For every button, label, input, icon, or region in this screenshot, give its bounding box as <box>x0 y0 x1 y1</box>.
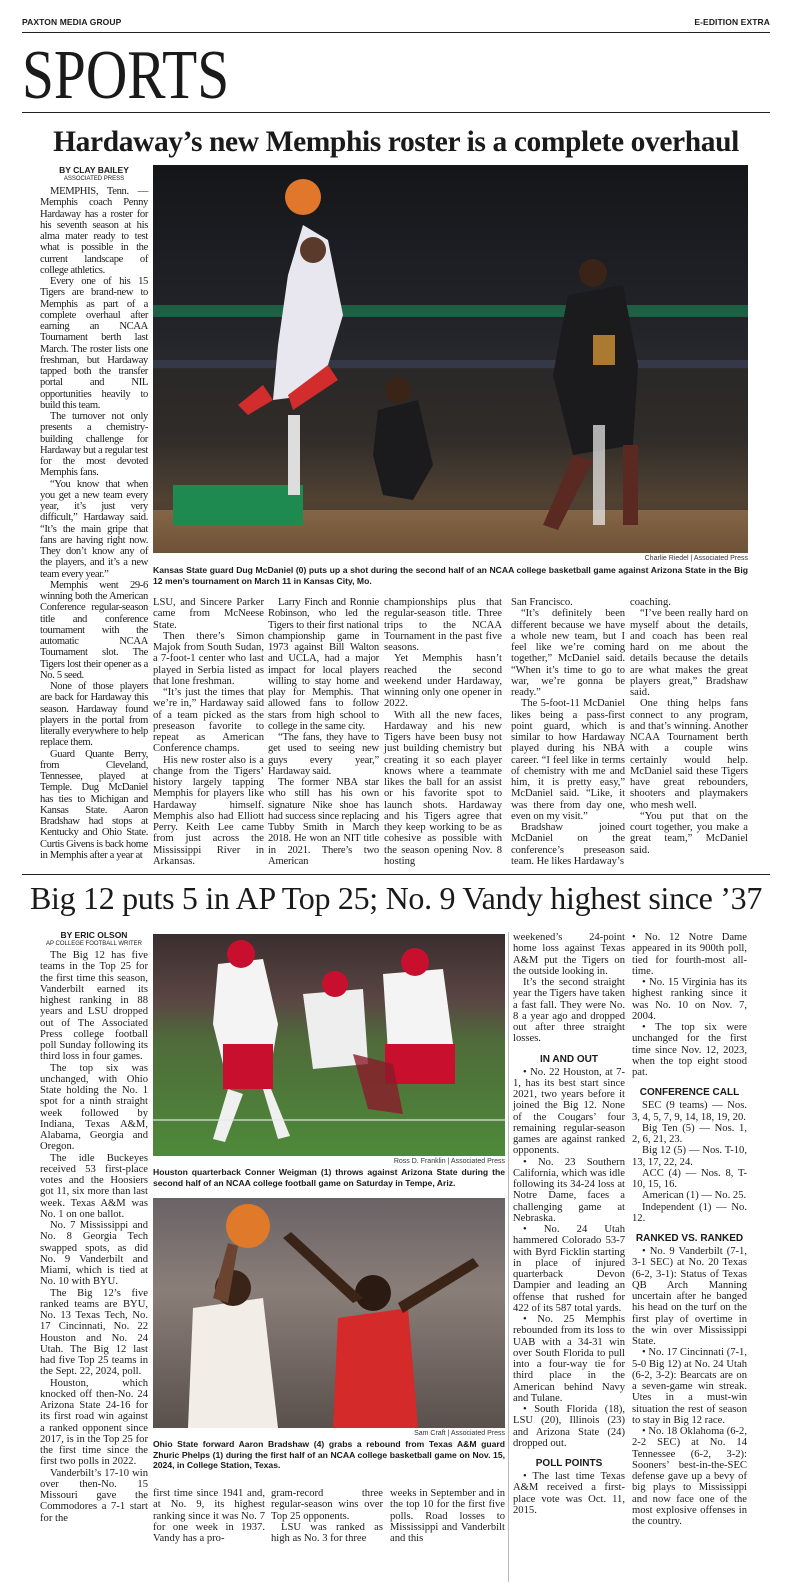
paragraph: Big Ten (5) — Nos. 1, 2, 6, 21, 23. <box>632 1122 747 1145</box>
paragraph: The turnover not only presents a chemistry-building challenge for Hardaway but a regular test for the most devoted Memphis fans. <box>40 411 148 479</box>
paragraph: “You know that when you get a new team every year, it’s just very difficult,” Hardaway said. “It’s the main gripe that fans are having right now. They don’t know any of the players, and it’s a new team every year.” <box>40 478 148 580</box>
story2-photo-2 <box>153 1198 505 1428</box>
paragraph: SEC (9 teams) — Nos. 3, 4, 5, 7, 9, 14, 18, 19, 20. <box>632 1100 747 1123</box>
story2-photo-1-credit: Ross D. Franklin | Associated Press <box>393 1158 505 1165</box>
story2-photo-1-caption: Houston quarterback Conner Weigman (1) throws against Arizona State during the second half of an NCAA college football game on Saturday in Tempe, Ariz. <box>153 1167 505 1188</box>
football-photo-illustration <box>153 934 505 1156</box>
basketball-photo-illustration <box>153 165 748 553</box>
subhead: POLL POINTS <box>535 1458 603 1469</box>
paragraph: • The top six were unchanged for the first time since Nov. 12, 2023, when the top eight stood pat. <box>632 1022 747 1078</box>
paragraph: Then there’s Simon Majok from South Sudan, a 7-foot-1 center who last played in Serbia listed as that lone freshman. <box>153 630 264 687</box>
paragraph: first time since 1941 and, at No. 9, its highest ranking since it was No. 7 for one week in 1937. Vandy has a pro- <box>153 1488 265 1544</box>
story2-photo-2-credit: Sam Craft | Associated Press <box>414 1430 505 1437</box>
paragraph: San Francisco. <box>511 597 573 608</box>
paragraph: • No. 23 Southern California, which was idle following its 34-24 loss at Notre Dame, faces a challenging game at Nebraska. <box>513 1156 625 1224</box>
paragraph: Houston, which knocked off then-No. 24 Arizona State 24-16 for its first road win against a ranked opponent since 2017, is in the Top 25 for the first time since the first two polls in 2022. <box>40 1377 148 1468</box>
paragraph: “It’s definitely been different because we have a whole new team, but I feel like we’re coming together,” McDaniel said. “When it’s time to go to war, we’re gonna be ready.” <box>511 608 625 698</box>
paragraph: One thing helps fans connect to any program, and that’s winning. Another NCAA Tournament berth with a couple wins certainly would help. McDaniel said these Tigers have great rebounders, shooters and playmakers who mesh well. <box>630 698 748 811</box>
byline-agency: AP COLLEGE FOOTBALL WRITER <box>45 941 143 947</box>
paragraph: Independent (1) — No. 12. <box>632 1201 747 1224</box>
story1-photo-caption: Kansas State guard Dug McDaniel (0) puts up a shot during the second half of an NCAA college basketball game against Arizona State in the Big 12 men’s tournament on March 11 in Kansas City, Mo. <box>153 565 748 586</box>
paragraph: The former NBA star who still has his own signature Nike shoe has had success since replacing Tubby Smith in March 2018. He won an NIT title in 2021. There’s two American <box>268 777 379 867</box>
paragraph: LSU, and Sincere Parker came from McNeese State. <box>153 597 264 631</box>
story1-column-3 <box>268 597 379 871</box>
paragraph: No. 7 Mississippi and No. 8 Georgia Tech swapped spots, as did No. 9 Vanderbilt and Miami, which is tied at No. 10 with BYU. <box>40 1220 148 1288</box>
paragraph: • No. 25 Memphis rebounded from its loss to UAB with a 34-31 win over South Florida to pull into a four-way tie for third place in the American behind Navy and Tulane. <box>513 1314 625 1404</box>
byline-agency: ASSOCIATED PRESS <box>63 176 125 182</box>
paragraph: The Big 12’s five ranked teams are BYU, No. 13 Texas Tech, No. 17 Cincinnati, No. 22 Houston and No. 24 Utah. The Big 12 last had five Top 25 teams in the Sept. 22, 2024, poll. <box>40 1287 148 1378</box>
paragraph: MEMPHIS, Tenn. — Memphis coach Penny Hardaway has a roster for his seventh season at his alma mater ready to test what is possible in the current landscape of college athletics. <box>40 186 148 276</box>
paragraph: “I’ve been really hard on myself about the details, and coach has been real hard on me about the details because the details are what makes the great players great,” Bradshaw said. <box>630 608 748 698</box>
paragraph: The top six was unchanged, with Ohio State holding the No. 1 spot for a ninth straight week followed by Indiana, Texas A&M, Alabama, Georgia and Oregon. <box>40 1062 148 1153</box>
byline-author: BY CLAY BAILEY <box>59 165 129 175</box>
paragraph: “It’s just the times that we’re in,” Hardaway said of a team picked as the preseason favorite to repeat as American Conference champs. <box>153 687 264 755</box>
paragraph: Memphis went 29-6 winning both the American Conference regular-season title and conference tournament with the automatic NCAA Tournament slot. The Tigers lost their opener as a No. 5 seed. <box>40 579 148 681</box>
paragraph: It’s the second straight year the Tigers have taken a fast fall. They were No. 8 a year ago and dropped out after three straight losses. <box>513 977 625 1045</box>
paragraph: The Big 12 has five teams in the Top 25 for the first time this season, Vanderbilt earned its highest ranking in 88 years and LSU dropped out of The Associated Press college football poll Sunday following its third loss in four games. <box>40 950 148 1063</box>
story1-column-2 <box>153 597 264 871</box>
paragraph: Bradshaw joined McDaniel on the conference’s preseason team. He likes Hardaway’s <box>511 822 625 867</box>
story2-headline: Big 12 puts 5 in AP Top 25; No. 9 Vandy highest since ’37 <box>29 880 763 916</box>
paragraph: Larry Finch and Ronnie Robinson, who led the Tigers to their first national championship game in 1973 against Bill Walton and UCLA, had a major impact for local players willing to stay home and play for Memphis. That allowed fans to follow stars from high school to college in the same city. <box>268 597 379 732</box>
paragraph: • South Florida (18), LSU (20), Illinois (23) and Arizona State (24) dropped out. <box>513 1404 625 1449</box>
paragraph: weekened’s 24-point home loss against Texas A&M put the Tigers on the outside looking in. <box>513 932 625 977</box>
paragraph: Guard Quante Berry, from Cleveland, Tennessee, played at Temple. Dug McDaniel has ties to Michigan and Kansas State. Aaron Bradshaw had stops at Kentucky and Ohio State. Curtis Givens is back home in Memphis after a year at <box>40 748 149 861</box>
story2-byline <box>39 930 149 948</box>
story2-column-3 <box>271 1488 383 1580</box>
story2-column-5 <box>513 932 625 1580</box>
paragraph: “The fans, they have to get used to seeing new guys every year,” Hardaway said. <box>268 732 379 777</box>
paragraph: • No. 18 Oklahoma (6-2, 2-2 SEC) at No. 14 Tennessee (6-2, 3-2): Sooners’ best-in-the-SEC defense gave up a bevy of big plays to Mississippi and now face one of the most explosive offenses in the country. <box>632 1426 747 1527</box>
paragraph: None of those players are back for Hardaway this season. Hardaway found players in the portal from literally everywhere to help replace them. <box>40 681 148 749</box>
story2-column-6 <box>632 932 747 1580</box>
paragraph: championships plus that regular-season title. Three trips to the NCAA Tournament in the past five seasons. <box>384 597 502 653</box>
section-divider <box>22 112 770 113</box>
paragraph: Yet Memphis hasn’t reached the second weekend under Hardaway, winning only one opener in 2022. <box>384 653 502 710</box>
paragraph: weeks in September and in the top 10 for the first five polls. Road losses to Mississippi and Vanderbilt and this <box>390 1488 505 1544</box>
paragraph: The 5-foot-11 McDaniel likes being a pass-first point guard, which is similar to how Hardaway played during his NBA career. “I feel like in terms of chemistry with me and him, it is pretty easy,” McDaniel said. “Like, it was there from day one, even on my visit.” <box>511 698 625 822</box>
story1-headline-row <box>22 124 770 160</box>
story1-byline <box>39 165 149 183</box>
column-rule <box>508 932 509 1582</box>
basketball-icon <box>285 179 321 215</box>
paragraph: “You put that on the court together, you make a great team,” McDaniel said. <box>630 810 748 856</box>
paragraph: gram-record three regular-season wins over Top 25 opponents. <box>271 1488 383 1522</box>
paragraph: • No. 24 Utah hammered Colorado 53-7 with Byrd Ficklin starting in place of injured quarterback Devon Dampier and leading an offense that rushed for 422 of its 587 total yards. <box>513 1224 625 1314</box>
paragraph: • No. 12 Notre Dame appeared in its 900th poll, tied for fourth-most all-time. <box>632 932 747 977</box>
publisher-name: PAXTON MEDIA GROUP <box>22 17 122 27</box>
basketball-rebound-photo-illustration <box>153 1198 505 1428</box>
paragraph: • The last time Texas A&M received a first-place vote was Oct. 11, 2015. <box>513 1471 625 1516</box>
paragraph: His new roster also is a change from the Tigers’ history largely tapping Memphis for players like Hardaway himself. Memphis also had Elliott Perry. Keith Lee came from just across the Mississippi River in Arkansas. <box>153 754 264 867</box>
story1-column-5 <box>511 597 625 871</box>
story1-column-4 <box>384 597 502 871</box>
story2-headline-row <box>22 878 770 918</box>
story1-photo <box>153 165 748 553</box>
edition-label: E-EDITION EXTRA <box>694 17 770 27</box>
paragraph: Every one of his 15 Tigers are brand-new to Memphis as part of a complete overhaul after earning an NCAA Tournament berth last March. The roster lists one freshman, but Hardaway tapped both the transfer portal and NIL opportunities heavily to build this team. <box>40 276 148 411</box>
story-divider <box>22 874 770 875</box>
story1-headline: Hardaway’s new Memphis roster is a complete overhaul <box>53 126 739 158</box>
story2-photo-1 <box>153 934 505 1156</box>
masthead-bar <box>22 17 770 33</box>
paragraph: The idle Buckeyes received 53 first-place votes and the Hoosiers got 11, six more than last week. Texas A&M was No. 1 on one ballot. <box>40 1152 148 1220</box>
paragraph: • No. 17 Cincinnati (7-1, 5-0 Big 12) at No. 24 Utah (6-2, 3-2): Bearcats are on a seven-game win streak. Utes in a must-win situation the rest of season to stay in Big 12 race. <box>632 1347 747 1426</box>
paragraph: coaching. <box>630 597 671 608</box>
basketball-icon <box>226 1204 270 1248</box>
subhead: RANKED VS. RANKED <box>635 1233 744 1244</box>
story2-column-4 <box>390 1488 505 1580</box>
story2-column-2 <box>153 1488 265 1580</box>
paragraph: With all the new faces, Hardaway and his new Tigers have been busy not just building chemistry but creating it so each player knows where a teammate likes the ball for an assist or his favorite spot to launch shots. Hardaway and his Tigers agree that they keep working to be as cohesive as possible with the season opening Nov. 8 hosting <box>384 709 502 867</box>
paragraph: • No. 22 Houston, at 7-1, has its best start since 2021, two years before it joined the Big 12. None of the Cougars’ four remaining regular-season games are against ranked opponents. <box>513 1066 625 1157</box>
subhead: CONFERENCE CALL <box>639 1087 740 1099</box>
section-title: SPORTS <box>22 37 230 114</box>
paragraph: ACC (4) — Nos. 8, T-10, 15, 16. <box>632 1167 747 1190</box>
paragraph: Vanderbilt’s 17-10 win over then-No. 15 Missouri gave the Commodores a 7-1 start for the <box>40 1467 148 1524</box>
paragraph: • No. 15 Virginia has its highest ranking since it was No. 10 on Nov. 7, 2004. <box>632 977 747 1022</box>
paragraph: LSU was ranked as high as No. 3 for three <box>271 1521 383 1544</box>
story1-column-6 <box>630 597 748 871</box>
paragraph: • No. 9 Vanderbilt (7-1, 3-1 SEC) at No. 20 Texas (6-2, 3-1): Status of Texas QB Arch Manning uncertain after he banged his head on the turf on the first play of overtime in the win over Mississippi State. <box>632 1246 747 1347</box>
story2-column-1 <box>40 950 148 1580</box>
paragraph: Big 12 (5) — Nos. T-10, 13, 17, 22, 24. <box>632 1145 747 1168</box>
story2-photo-2-caption: Ohio State forward Aaron Bradshaw (4) grabs a rebound from Texas A&M guard Zhuric Phelps (1) during the first half of an NCAA college basketball game on Nov. 15, 2024, in College Station, Texas. <box>153 1439 505 1470</box>
story1-photo-credit: Charlie Riedel | Associated Press <box>644 555 748 562</box>
story1-column-1 <box>40 186 148 870</box>
byline-author: BY ERIC OLSON <box>60 930 128 940</box>
paragraph: American (1) — No. 25. <box>642 1190 747 1202</box>
subhead: IN AND OUT <box>540 1053 598 1065</box>
